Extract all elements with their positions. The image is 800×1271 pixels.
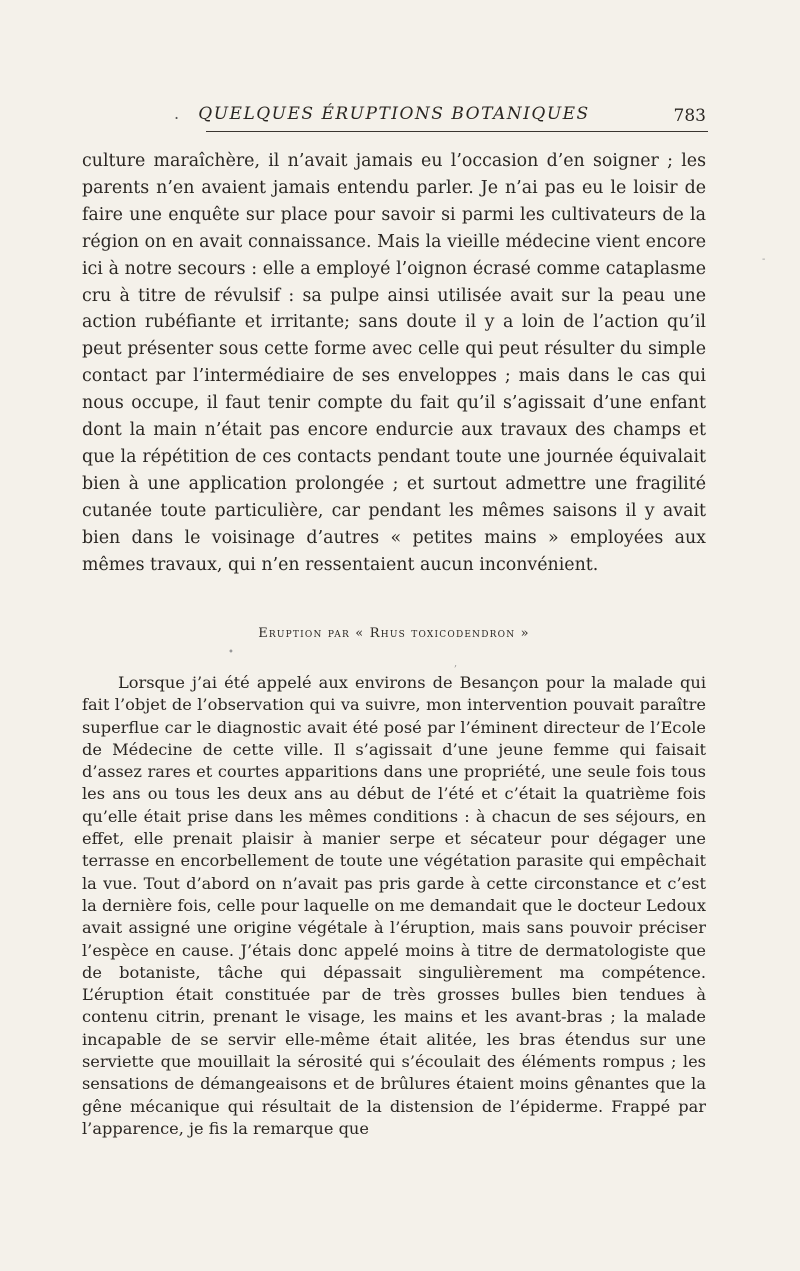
print-speck: , (454, 658, 458, 669)
header-dot: . (174, 104, 180, 123)
paragraph-2: Lorsque j’ai été appelé aux environs de Besançon pour la malade qui fait l’objet de l’observation qui va suivre, mon intervention pouvait paraître superflue car le diagnostic avait été posé par l’éminent directeur de l’Ecole de Médecine de cette ville. Il s’agissait d’une jeune femme qui faisait d’assez rares et courtes apparitions dans une propriété, une seule fois tous les ans ou tous les deux ans au début de l’été et c’était la quatrième fois qu’elle était prise dans les mêmes conditions : à chacun de ses séjours, en effet, elle prenait plaisir à manier serpe et sécateur pour dégager une terrasse en encorbellement de toute une végétation parasite qui empêchait la vue. Tout d’abord on n’avait pas pris garde à cette circonstance et c’est la dernière fois, celle pour laquelle on me demandait que le docteur Ledoux avait assigné une origine végétale à l’éruption, mais sans pouvoir préciser l’espèce en cause. J’étais donc appelé moins à titre de dermatologiste que de botaniste, tâche qui dépassait singulièrement ma compétence. L’éruption était constituée par de très grosses bulles bien tendues à contenu citrin, prenant le visage, les mains et les avant-bras ; la malade incapable de se servir elle-même était alitée, les bras étendus sur une serviette que mouillait la sérosité qui s’écoulait des éléments rompus ; les sensations de démangeaisons et de brûlures étaient moins gênantes que la gêne mécanique qui résultait de la distension de l’épiderme. Frappé par l’apparence, je fis la remarque que (82, 673, 706, 1138)
section-title: Eruption par « Rhus toxicodendron » (258, 626, 530, 641)
header-rule (206, 131, 708, 132)
paragraph-1: culture maraîchère, il n’avait jamais eu l’occasion d’en soigner ; les parents n’en avaient jamais entendu parler. Je n’ai pas eu le loisir de faire une enquête sur place pour savoir si parmi les cultivateurs de la région on en avait connaissance. Mais la vieille médecine vient encore ici à notre secours : elle a employé l’oignon écrasé comme cataplasme cru à titre de révulsif : sa pulpe ainsi utilisée avait sur la peau une action rubéfiante et irritante; sans doute il y a loin de l’action qu’il peut présenter sous cette forme avec celle qui peut résulter du simple contact par l’intermédiaire de ses enveloppes ; mais dans le cas qui nous occupe, il faut tenir compte du fait qu’il s’agissait d’une enfant dont la main n’était pas encore endurcie aux travaux des champs et que la répétition de ces contacts pendant toute une journée équivalait bien à une application prolongée ; et surtout admettre une fragilité cutanée toute particulière, car pendant les mêmes saisons il y avait bien dans le voisinage d’autres « petites mains » employées aux mêmes travaux, qui n’en ressentaient aucun inconvénient. (82, 151, 706, 575)
print-speck: • (228, 647, 234, 658)
page-number: 783 (673, 106, 706, 126)
print-speck: ‐ (762, 254, 766, 265)
running-title: QUELQUES ÉRUPTIONS BOTANIQUES (198, 104, 590, 124)
page-header (82, 104, 706, 128)
